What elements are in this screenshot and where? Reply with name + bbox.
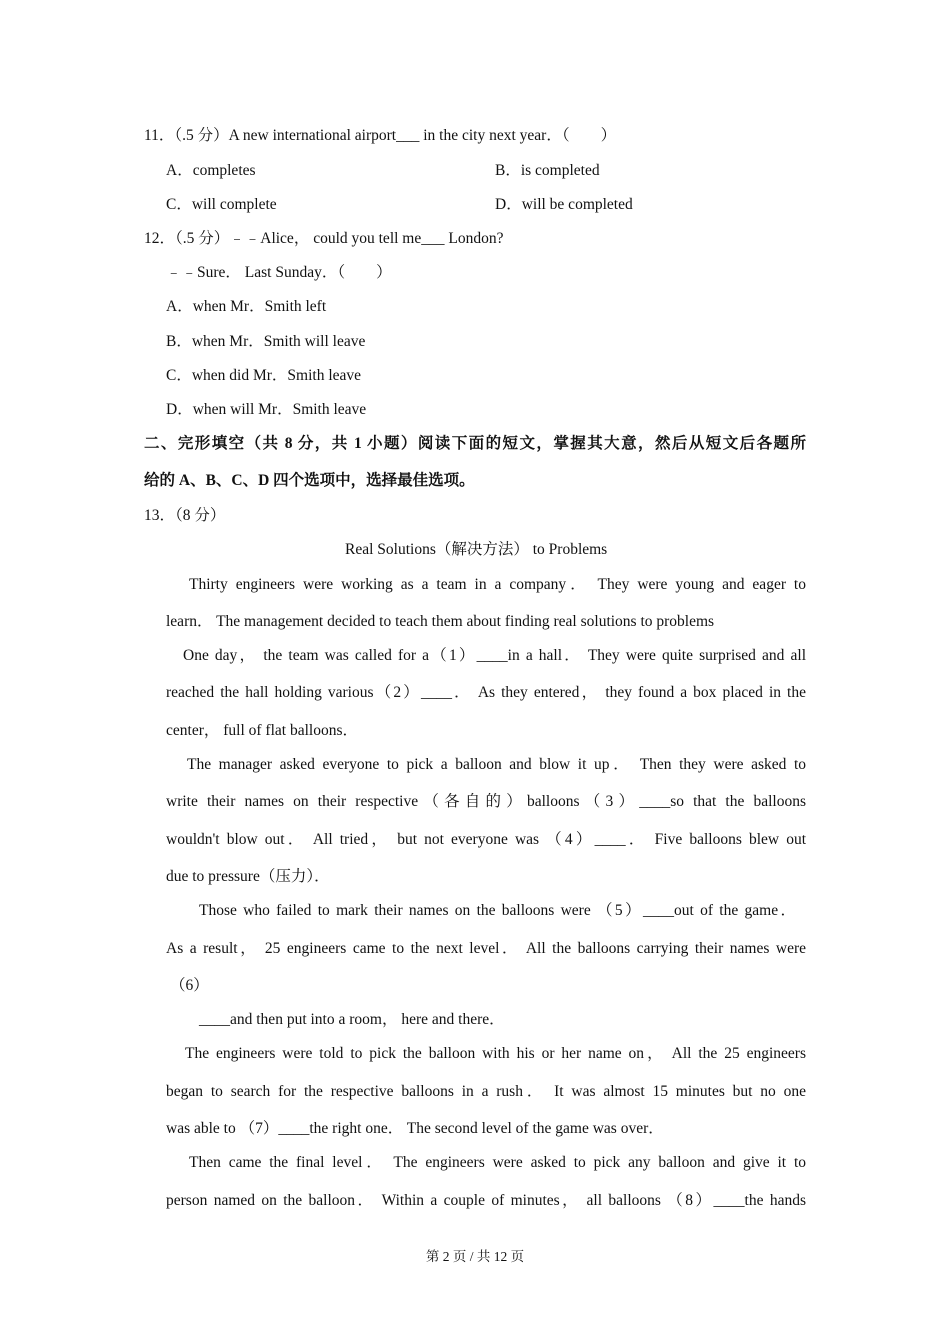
q11-option-d: D．will be completed <box>495 196 633 213</box>
page-footer: 第 2 页 / 共 12 页 <box>425 1249 525 1264</box>
passage-line-9: due to pressure（压力）． <box>166 868 330 885</box>
passage-line-11: As a result， 25 engineers came to the next level． All the balloons carrying their names were <box>166 940 806 957</box>
q12-option-d: D．when will Mr．Smith leave <box>166 401 367 418</box>
section-heading-line-2: 给的 A、B、C、D 四个选项中，选择最佳选项。 <box>144 472 475 489</box>
q11-option-a: A．completes <box>166 162 256 179</box>
passage-line-15: began to search for the respective balloons in a rush． It was almost 15 minutes but no one <box>166 1083 806 1100</box>
passage-line-13: ____and then put into a room， here and there． <box>199 1011 505 1028</box>
passage-line-1: Thirty engineers were working as a team in a company． They were young and eager to <box>189 576 806 593</box>
passage-line-16: was able to （7）____the right one． The second level of the game was over． <box>166 1120 664 1137</box>
section-heading-line-1: 二、完形填空（共 8 分，共 1 小题）阅读下面的短文，掌握其大意，然后从短文后各题所 <box>144 435 806 452</box>
q12-stem-reply: ﹣﹣Sure． Last Sunday．（ ） <box>166 264 392 281</box>
q11-option-b: B．is completed <box>495 162 600 179</box>
passage-line-5: center， full of flat balloons． <box>166 722 358 739</box>
q12-option-a: A．when Mr．Smith left <box>166 298 327 315</box>
q12-option-b: B．when Mr．Smith will leave <box>166 333 366 350</box>
passage-line-2: learn． The management decided to teach them about finding real solutions to problems <box>166 613 715 630</box>
passage-line-4: reached the hall holding various（2）____． As they entered， they found a box placed in the <box>166 684 806 701</box>
passage-line-7: write their names on their respective（各自的）balloons（3）____so that the balloons <box>166 793 806 810</box>
passage-line-18: person named on the balloon． Within a couple of minutes， all balloons （8）____the hands <box>166 1192 806 1209</box>
passage-title: Real Solutions（解决方法） to Problems <box>345 541 608 558</box>
passage-line-8: wouldn't blow out． All tried， but not everyone was （4）____． Five balloons blew out <box>166 831 806 848</box>
passage-line-17: Then came the final level． The engineers were asked to pick any balloon and give it to <box>189 1154 806 1171</box>
passage-line-3: One day， the team was called for a（1）____in a hall． They were quite surprised and all <box>183 647 806 664</box>
passage-line-10: Those who failed to mark their names on the balloons were （5）____out of the game． <box>199 902 796 919</box>
passage-line-6: The manager asked everyone to pick a balloon and blow it up． Then they were asked to <box>187 756 806 773</box>
q11-option-c: C．will complete <box>166 196 277 213</box>
passage-line-14: The engineers were told to pick the balloon with his or her name on， All the 25 engineers <box>185 1045 806 1062</box>
q13-header: 13．（8 分） <box>144 507 226 524</box>
q12-stem: 12．（.5 分）﹣﹣Alice， could you tell me___ London? <box>144 230 504 247</box>
q12-option-c: C．when did Mr．Smith leave <box>166 367 362 384</box>
passage-line-12: （6） <box>170 977 209 994</box>
q11-stem: 11．（.5 分）A new international airport___ in the city next year．（ ） <box>144 127 617 144</box>
